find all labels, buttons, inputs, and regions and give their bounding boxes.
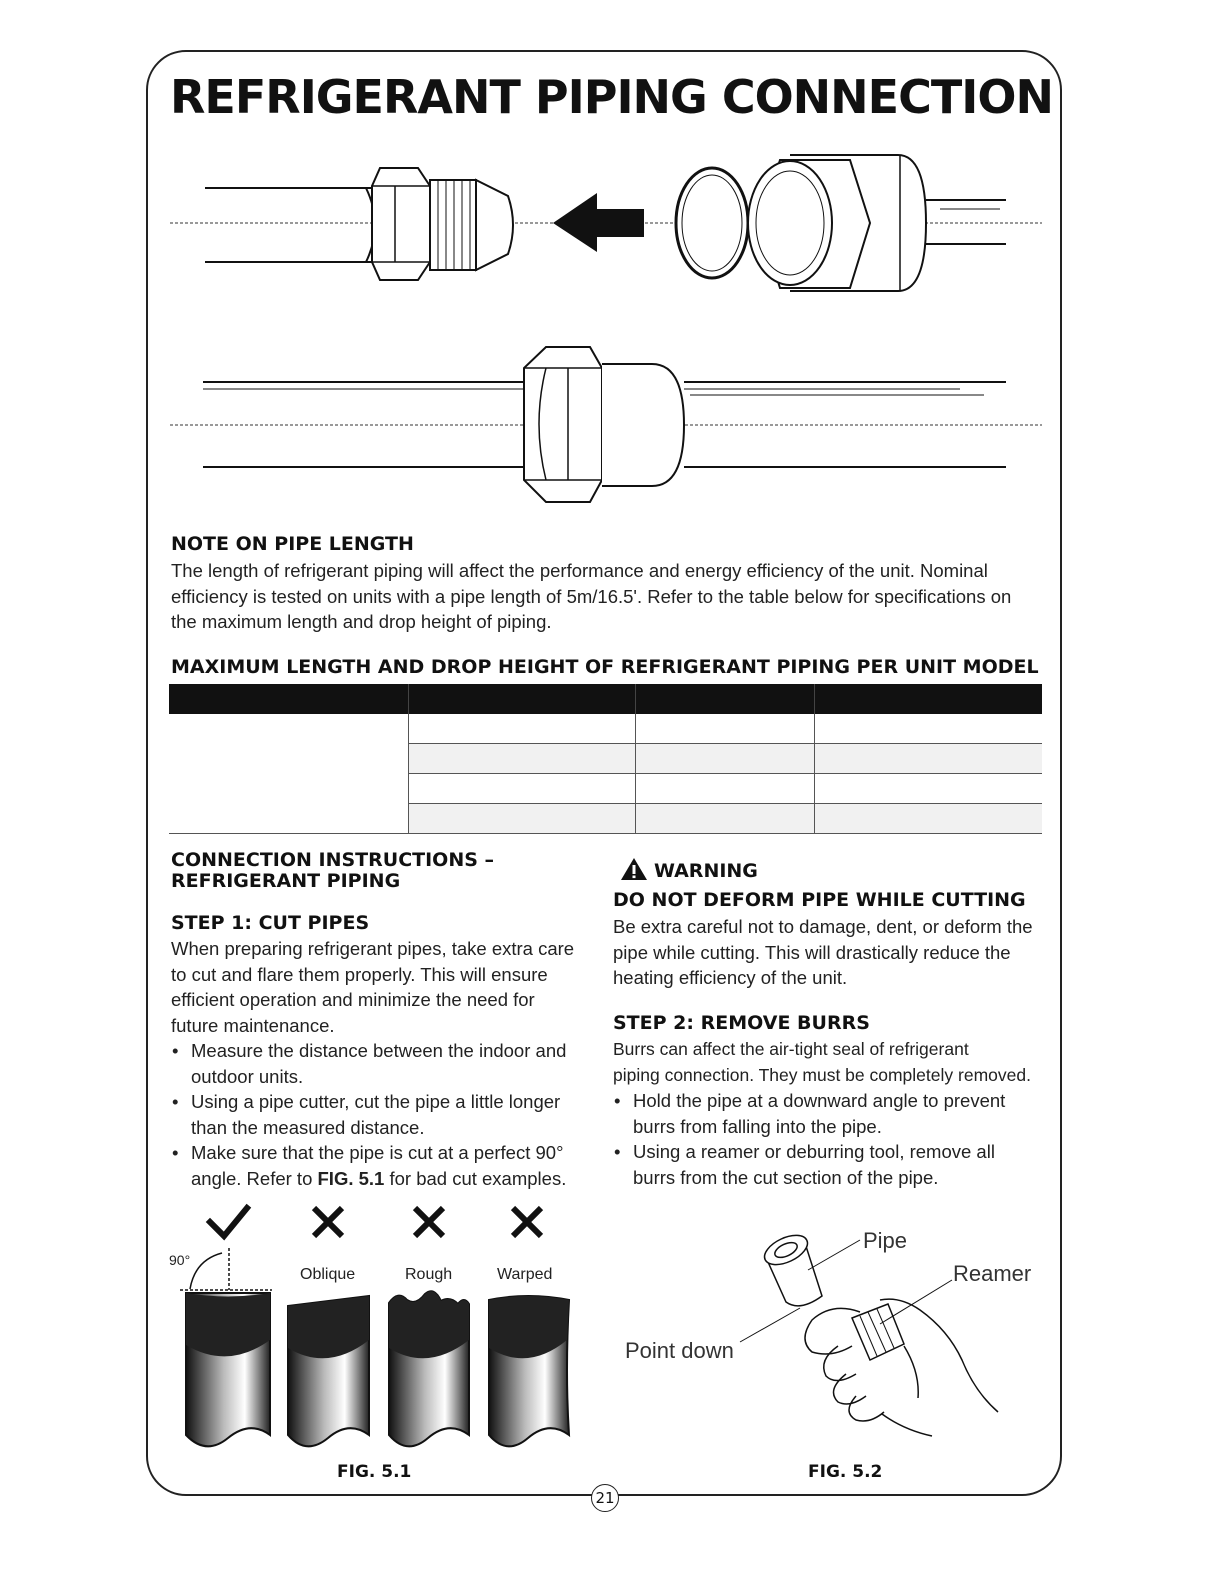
step1-heading: STEP 1: CUT PIPES — [171, 912, 370, 934]
bullet-text: for bad cut examples. — [384, 1167, 567, 1189]
note-line: The length of refrigerant piping will affect the performance and energy efficiency of the unit. Nominal — [171, 560, 988, 581]
note-line: efficiency is tested on units with a pipe length of 5m/16.5'. Refer to the table below for specifications on — [171, 585, 1012, 607]
warning-heading: DO NOT DEFORM PIPE WHILE CUTTING — [613, 889, 1026, 911]
step1-line: When preparing refrigerant pipes, take extra care — [171, 938, 575, 959]
bullet-line: • Using a reamer or deburring tool, remove all — [633, 1141, 995, 1162]
page-title: REFRIGERANT PIPING CONNECTION — [170, 70, 1053, 124]
warning-line: heating efficiency of the unit. — [613, 967, 848, 988]
table-heading: MAXIMUM LENGTH AND DROP HEIGHT OF REFRIGERANT PIPING PER UNIT MODEL — [171, 656, 1039, 678]
fig-5-1-caption: FIG. 5.1 — [337, 1462, 412, 1482]
note-heading: NOTE ON PIPE LENGTH — [171, 533, 414, 555]
warning-line: Be extra careful not to damage, dent, or deform the — [613, 916, 1033, 937]
point-down-label: Point down — [625, 1338, 734, 1363]
bullet-line: • Measure the distance between the indoor and — [191, 1040, 567, 1061]
warped-label: Warped — [497, 1266, 553, 1283]
bullet-line: than the measured distance. — [191, 1116, 425, 1138]
bullet-line: burrs from falling into the pipe. — [633, 1115, 882, 1137]
pipe-label: Pipe — [863, 1228, 908, 1253]
fig-5-2-caption: FIG. 5.2 — [808, 1462, 883, 1482]
step1-line: efficient operation and minimize the need for — [171, 989, 535, 1010]
oblique-label: Oblique — [300, 1266, 356, 1283]
bullet-line: burrs from the cut section of the pipe. — [633, 1166, 939, 1188]
angle-label: 90° — [169, 1252, 191, 1268]
step2-line: Burrs can affect the air-tight seal of refrigerant — [613, 1039, 969, 1059]
bullet-line: • Hold the pipe at a downward angle to prevent — [633, 1090, 1006, 1111]
step1-line: future maintenance. — [171, 1014, 335, 1036]
step2-line: piping connection. They must be completely removed. — [613, 1064, 1031, 1085]
connection-heading-line: REFRIGERANT PIPING — [171, 870, 401, 892]
note-line: the maximum length and drop height of piping. — [171, 611, 552, 632]
step1-line: to cut and flare them properly. This will ensure — [171, 963, 548, 985]
bullet-line: • Using a pipe cutter, cut the pipe a little longer — [191, 1091, 561, 1112]
bullet-text: angle. Refer to — [191, 1167, 318, 1189]
rough-label: Rough — [405, 1266, 453, 1283]
page-number: 21 — [591, 1484, 619, 1512]
reamer-label: Reamer — [953, 1261, 1032, 1286]
step2-heading: STEP 2: REMOVE BURRS — [613, 1012, 870, 1034]
warning-label: WARNING — [654, 860, 758, 882]
fig-reference: FIG. 5.1 — [317, 1167, 385, 1189]
bullet-line: • Make sure that the pipe is cut at a perfect 90° — [191, 1142, 564, 1163]
connection-heading-line: CONNECTION INSTRUCTIONS – — [171, 849, 495, 871]
bullet-line: outdoor units. — [191, 1065, 304, 1087]
warning-line: pipe while cutting. This will drastically reduce the — [613, 941, 1011, 963]
